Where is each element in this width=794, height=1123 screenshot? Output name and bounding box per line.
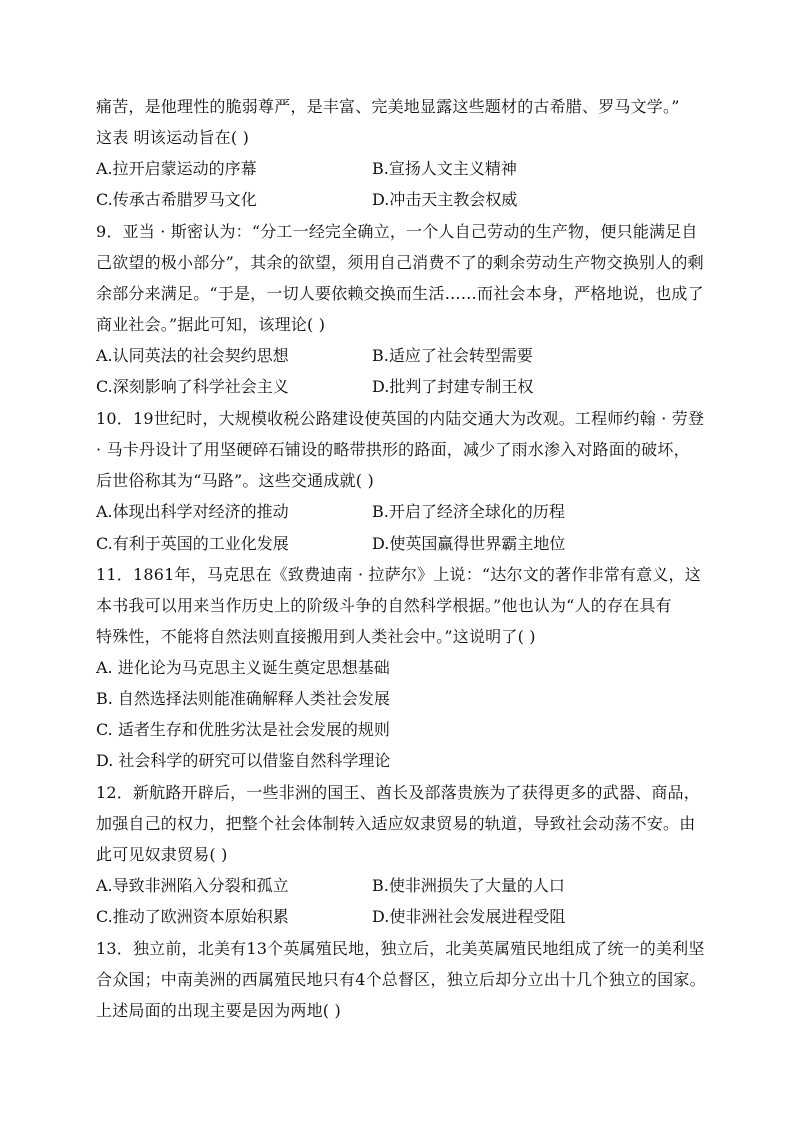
question-fragment-stem: 这表 明该运动旨在( ) — [96, 128, 250, 147]
q10-line-3: 后世俗称其为“马路”。这些交通成就( ) — [96, 471, 374, 490]
fragment-option-c: C.传承古希腊罗马文化 — [96, 190, 257, 209]
q12-line-1: 12．新航路开辟后，一些非洲的国王、酋长及部落贵族为了获得更多的武器、商品， — [96, 783, 700, 802]
fragment-option-d: D.冲击天主教会权威 — [372, 190, 518, 209]
q12-option-a: A.导致非洲陷入分裂和孤立 — [96, 876, 289, 895]
q9-line-2: 己欲望的极小部分”，其余的欲望，须用自己消费不了的剩余劳动生产物交换别人的剩 — [96, 253, 704, 272]
q12-option-d: D.使非洲社会发展进程受阻 — [372, 907, 566, 926]
q10-option-b: B.开启了经济全球化的历程 — [372, 502, 565, 521]
q11-line-2: 本书我可以用来当作历史上的阶级斗争的自然科学根据。”他也认为“人的存在具有 — [96, 596, 672, 615]
q9-line-3: 余部分来满足。“于是，一切人要依赖交换而生活……而社会本身，严格地说，也成了 — [96, 284, 704, 303]
q10-line-1: 10．19世纪时，大规模收税公路建设使英国的内陆交通大为改观。工程师约翰 · 劳登 — [96, 409, 705, 428]
q13-line-2: 合众国；中南美洲的西属殖民地只有4个总督区，独立后却分立出十几个独立的国家。 — [96, 970, 706, 989]
question-fragment-line-1: 痛苦，是他理性的脆弱尊严，是丰富、完美地显露这些题材的古希腊、罗马文学。” — [96, 97, 680, 116]
q12-option-c: C.推动了欧洲资本原始积累 — [96, 907, 289, 926]
q13-line-1: 13．独立前，北美有13个英属殖民地，独立后，北美英属殖民地组成了统一的美利坚 — [96, 939, 705, 958]
q11-option-d: D. 社会科学的研究可以借鉴自然科学理论 — [96, 751, 391, 770]
q10-option-d: D.使英国赢得世界霸主地位 — [372, 534, 566, 553]
q9-option-d: D.批判了封建专制王权 — [372, 377, 534, 396]
q9-line-1: 9．亚当 · 斯密认为：“分工一经完全确立，一个人自己劳动的生产物，便只能满足自 — [96, 222, 698, 241]
q9-line-4: 商业社会。”据此可知，该理论( ) — [96, 315, 326, 334]
fragment-option-b: B.宣扬人文主义精神 — [372, 159, 517, 178]
q11-line-1: 11．1861年，马克思在《致费迪南 · 拉萨尔》上说：“达尔文的著作非常有意义，这 — [96, 565, 701, 584]
q9-option-a: A.认同英法的社会契约思想 — [96, 346, 289, 365]
q9-option-c: C.深刻影响了科学社会主义 — [96, 377, 289, 396]
q10-option-a: A.体现出科学对经济的推动 — [96, 502, 289, 521]
fragment-option-a: A.拉开启蒙运动的序幕 — [96, 159, 257, 178]
q10-option-c: C.有利于英国的工业化发展 — [96, 534, 289, 553]
q12-line-3: 此可见奴隶贸易( ) — [96, 845, 228, 864]
q11-line-3: 特殊性，不能将自然法则直接搬用到人类社会中。”这说明了( ) — [96, 627, 536, 646]
q11-option-b: B. 自然选择法则能准确解释人类社会发展 — [96, 689, 390, 708]
q10-line-2: · 马卡丹设计了用坚硬碎石铺设的略带拱形的路面，减少了雨水渗入对路面的破坏， — [96, 440, 690, 459]
q12-option-b: B.使非洲损失了大量的人口 — [372, 876, 565, 895]
q13-line-3: 上述局面的出现主要是因为两地( ) — [96, 1001, 341, 1020]
q12-line-2: 加强自己的权力，把整个社会体制转入适应奴隶贸易的轨道，导致社会动荡不安。由 — [96, 814, 696, 833]
q9-option-b: B.适应了社会转型需要 — [372, 346, 533, 365]
q11-option-c: C. 适者生存和优胜劣汰是社会发展的规则 — [96, 720, 390, 739]
q11-option-a: A. 进化论为马克思主义诞生奠定思想基础 — [96, 658, 390, 677]
